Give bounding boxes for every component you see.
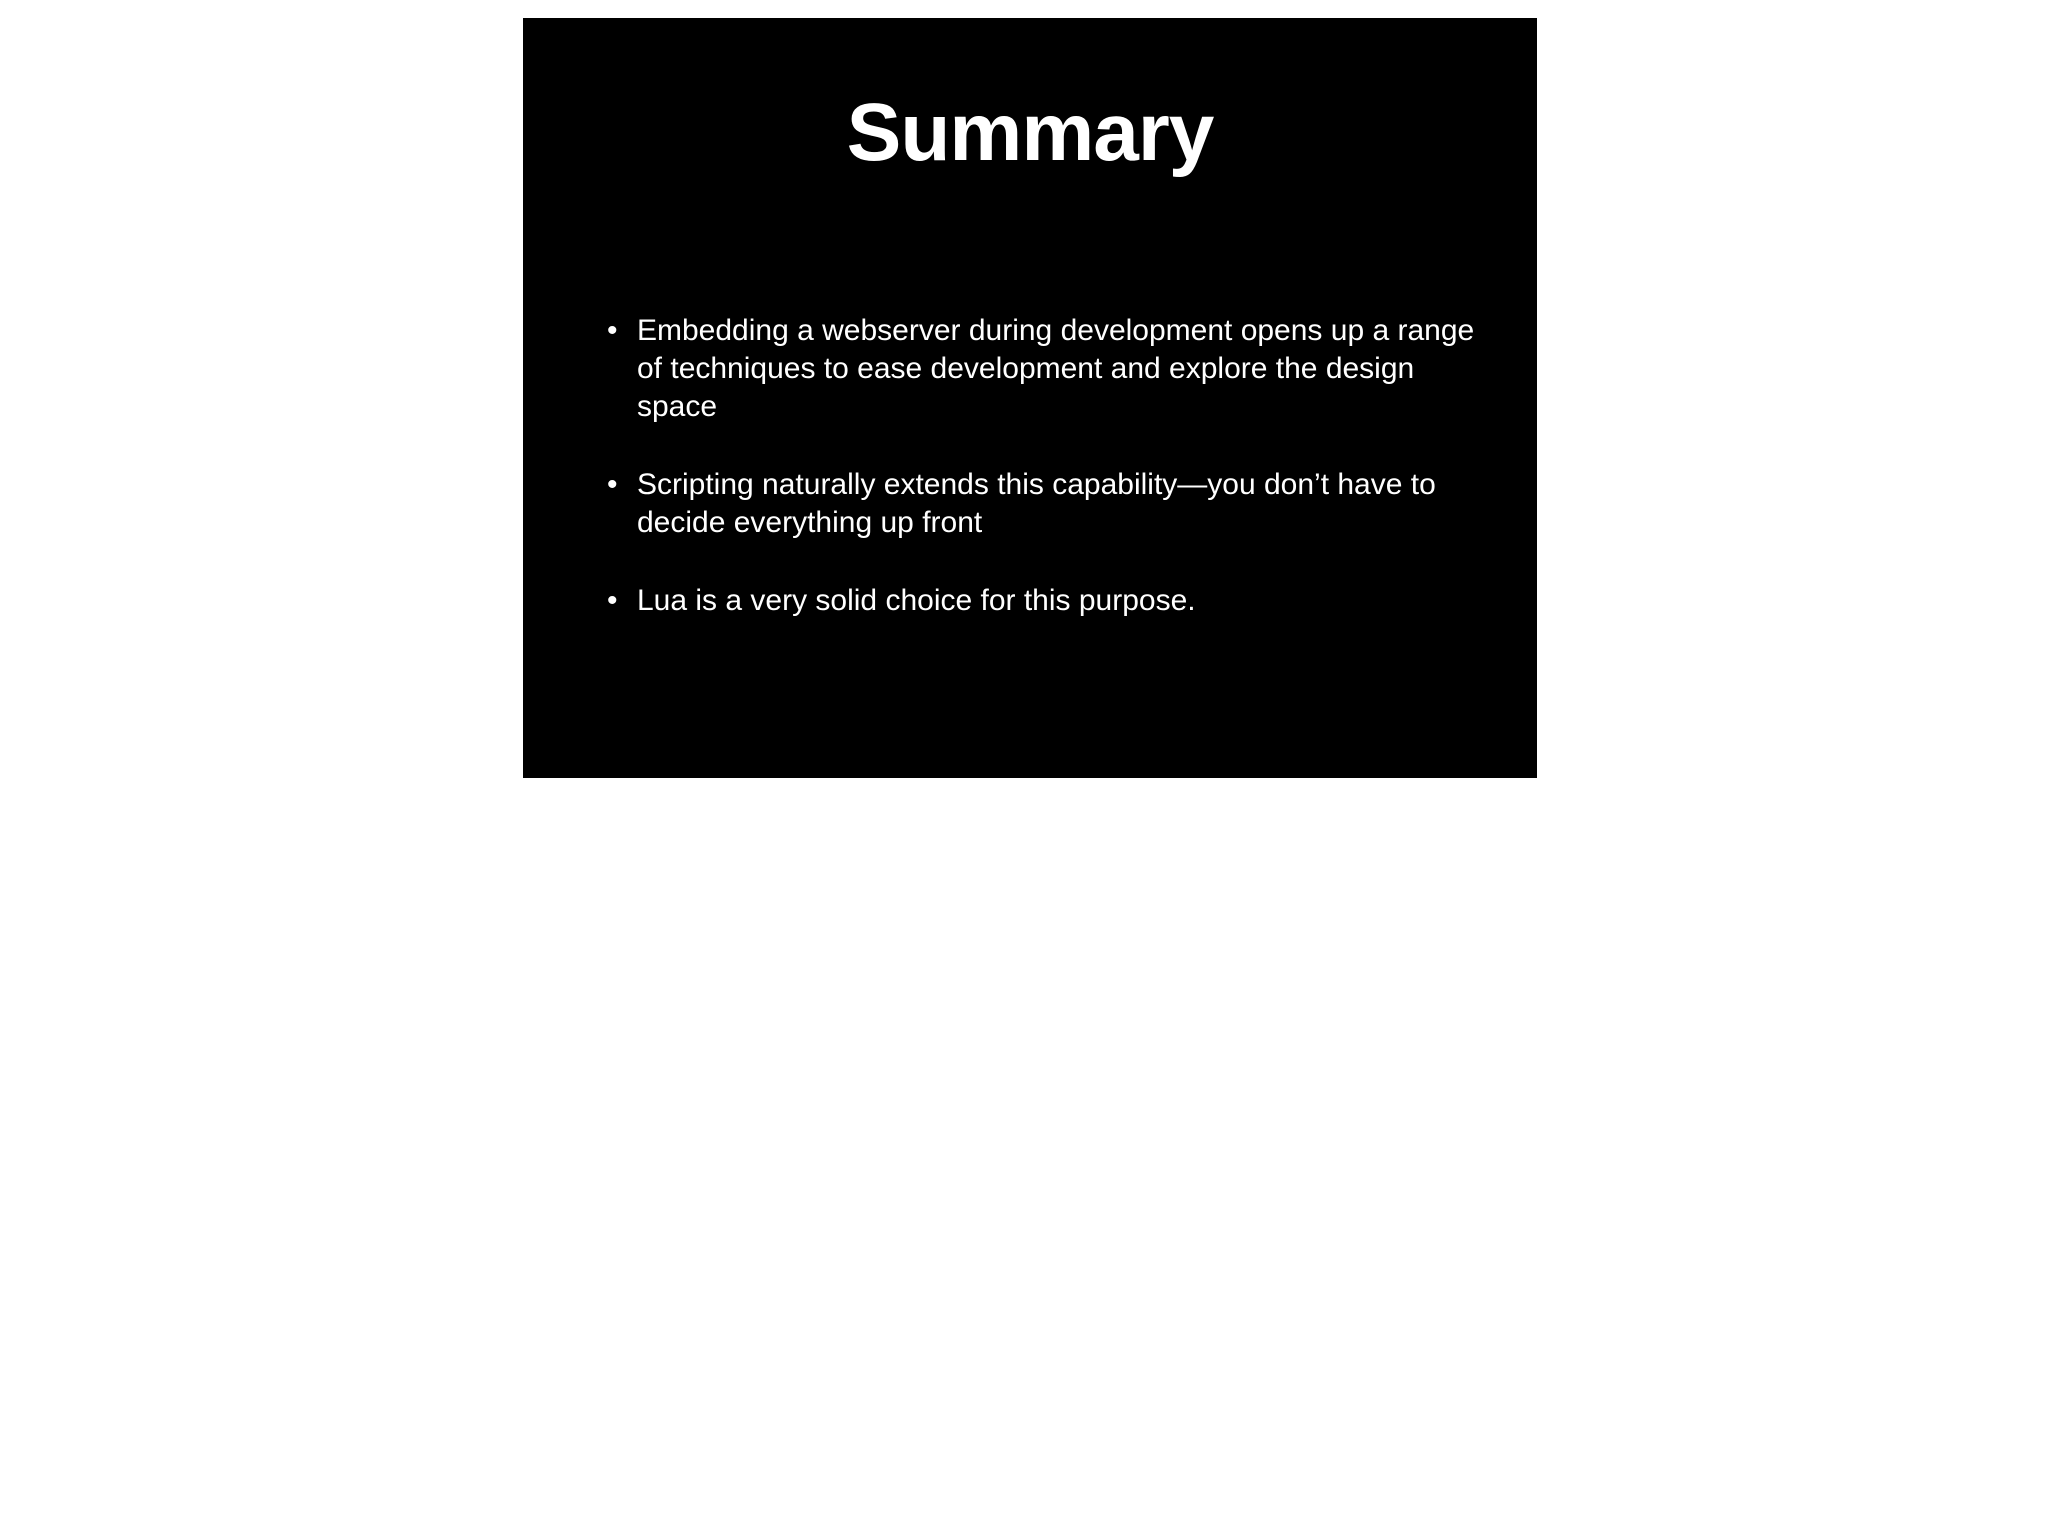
bullet-text: Embedding a webserver during development opens up a range of techniques to ease development and explore the design space <box>637 314 1475 423</box>
bullet-dot-icon: • <box>607 468 618 501</box>
slide <box>523 18 1537 778</box>
bullet-list <box>607 312 1487 660</box>
bullet-item <box>607 466 1487 542</box>
bullet-dot-icon: • <box>607 584 618 617</box>
bullet-item <box>607 312 1487 426</box>
bullet-item <box>607 582 1487 620</box>
bullet-text: Lua is a very solid choice for this purpose. <box>637 584 1196 617</box>
bullet-text: Scripting naturally extends this capability—you don’t have to decide everything up front <box>637 468 1436 539</box>
slide-title: Summary <box>846 87 1214 178</box>
bullet-dot-icon: • <box>607 314 618 347</box>
